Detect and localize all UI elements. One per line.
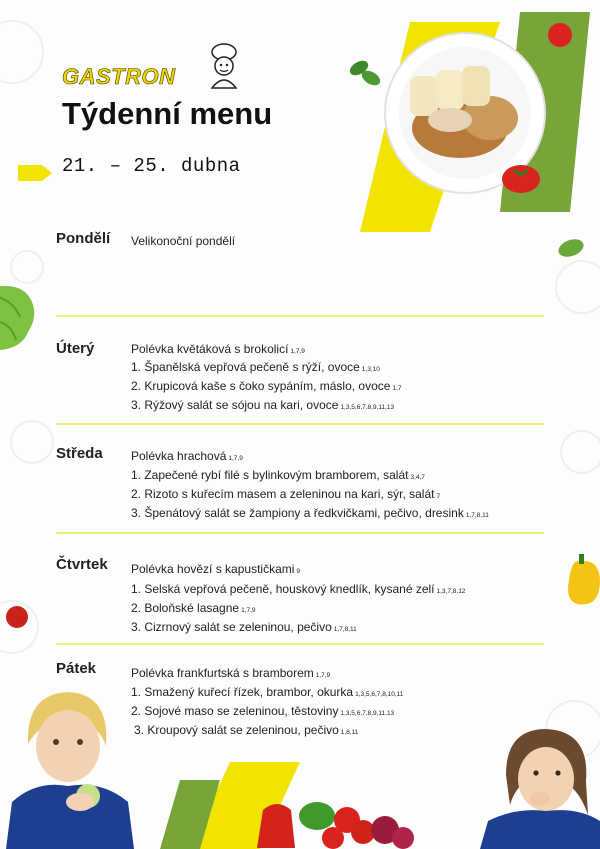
child-photo-right xyxy=(480,725,600,849)
pea-pod-image xyxy=(556,236,586,260)
meal-item: 2. Rizoto s kuřecím masem a zeleninou na kari, sýr, salát 7 xyxy=(131,487,441,501)
separator-line xyxy=(56,532,544,534)
meal-item: 2. Krupicová kaše s čoko sypáním, máslo, ovoce 1,7 xyxy=(131,379,402,393)
day-note: Velikonoční pondělí xyxy=(131,234,236,248)
tomato-image xyxy=(500,162,542,196)
separator-line xyxy=(56,315,544,317)
day-name: Úterý xyxy=(56,340,95,357)
meal-item: 3. Kroupový salát se zeleninou, pečivo 1,8,11 xyxy=(134,723,359,737)
page-title: Týdenní menu xyxy=(62,96,273,131)
gastron-logo xyxy=(62,62,252,94)
background-pattern xyxy=(560,430,600,474)
meal-item: 1. Zapečené rybí filé s bylinkovým bramborem, salát 3,4,7 xyxy=(131,468,425,482)
background-pattern xyxy=(0,20,44,84)
day-name: Středa xyxy=(56,445,103,462)
meal-item: 1. Selská vepřová pečeně, houskový knedlík, kysané zelí 1,3,7,8,12 xyxy=(131,582,466,596)
chef-icon xyxy=(202,42,246,92)
background-pattern xyxy=(555,260,600,314)
brand-name: GASTRON xyxy=(62,64,176,89)
meal-item: 3. Rýžový salát se sójou na kari, ovoce 1,3,5,6,7,8,9,11,13 xyxy=(131,398,395,412)
lettuce-image xyxy=(0,282,38,352)
meal-item: 3. Cizrnový salát se zeleninou, pečivo 1,7,8,11 xyxy=(131,620,357,634)
vegetables-image xyxy=(255,790,415,849)
day-name: Pátek xyxy=(56,660,97,677)
tomato-image xyxy=(4,604,30,630)
background-pattern xyxy=(10,250,44,284)
meal-item: 3. Špenátový salát se žampiony a ředkvičkami, pečivo, dresink 1,7,8,11 xyxy=(131,506,489,520)
soup-item: Polévka květáková s brokolicí 1,7,9 xyxy=(131,342,305,356)
meal-item: 2. Boloňské lasagne 1,7,9 xyxy=(131,601,256,615)
soup-item: Polévka frankfurtská s bramborem 1,7,9 xyxy=(131,666,331,680)
meal-item: 2. Sojové maso se zeleninou, těstoviny 1,3,5,6,7,8,9,11,13 xyxy=(131,704,395,718)
separator-line xyxy=(56,643,544,645)
arrow-icon xyxy=(18,165,52,181)
meal-item: 1. Španělská vepřová pečeně s rýží, ovoce 1,3,10 xyxy=(131,360,380,374)
day-name: Pondělí xyxy=(56,230,111,247)
soup-item: Polévka hrachová 1,7,9 xyxy=(131,449,243,463)
soup-item: Polévka hovězí s kapustičkami 9 xyxy=(131,562,301,576)
herb-image xyxy=(345,54,385,94)
separator-line xyxy=(56,423,544,425)
child-photo-left xyxy=(6,684,136,849)
date-range: 21. – 25. dubna xyxy=(62,155,241,177)
meal-item: 1. Smažený kuřecí řízek, brambor, okurka 1,3,5,6,7,8,10,11 xyxy=(131,685,404,699)
yellow-pepper-image xyxy=(565,552,600,610)
background-pattern xyxy=(10,420,54,464)
green-band-decoration xyxy=(160,780,220,849)
day-name: Čtvrtek xyxy=(56,556,108,573)
tomato-image xyxy=(545,20,575,50)
